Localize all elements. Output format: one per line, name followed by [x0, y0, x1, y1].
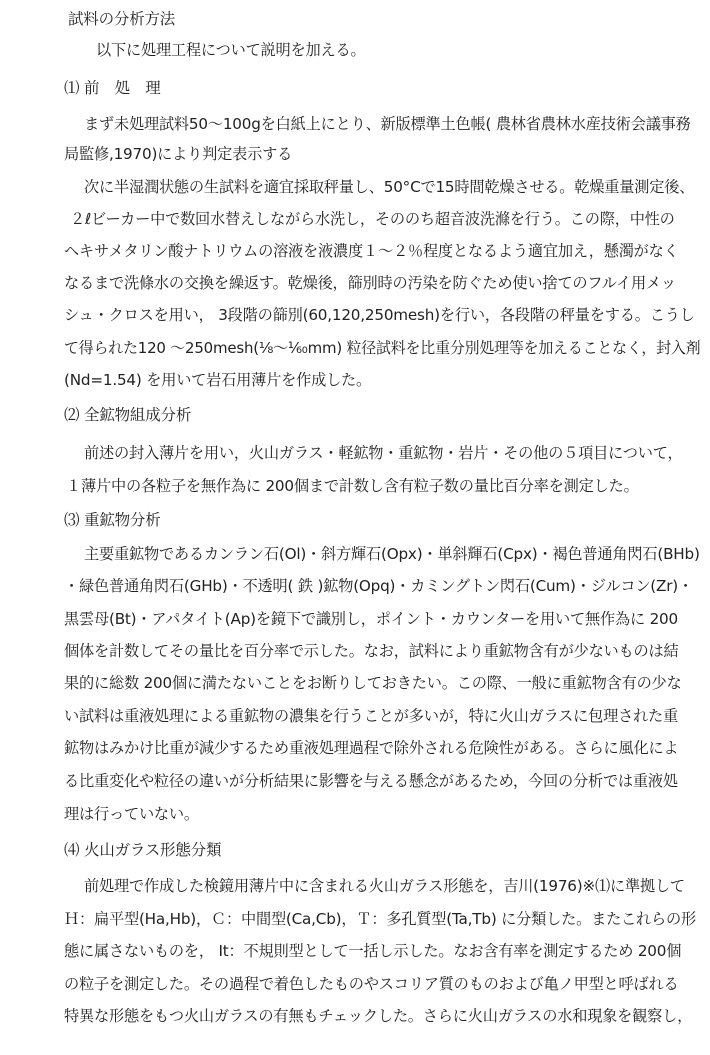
paragraph-line: て得られた120 〜250mesh(⅛〜¹⁄₆₀mm) 粒径試料を比重分別処理等を加えることなく，封入剤	[64, 339, 701, 357]
paragraph-line: 特異な形態をもつ火山ガラスの有無もチェックした。さらに火山ガラスの水和現象を観察し，	[64, 1007, 693, 1025]
paragraph-line: ２ℓビーカー中で数回水替えしながら水洗し，そののち超音波洗滌を行う。この際，中性の	[70, 210, 675, 228]
paragraph-line: の粒子を測定した。その過程で着色したものやスコリア質のものおよび亀ノ甲型と呼ばれる	[64, 975, 679, 993]
document-title: 試料の分析方法	[68, 10, 176, 28]
paragraph-line: 果的に総数 200個に満たないことをお断りしておきたい。この際、一般に重鉱物含有の少な	[64, 674, 682, 692]
paragraph-line: １薄片中の各粒子を無作為に 200個まで計数し含有粒子数の量比百分率を測定した。	[66, 477, 639, 495]
paragraph-line: い試料は重液処理による重鉱物の濃集を行うことが多いが，特に火山ガラスに包理された重	[64, 707, 679, 725]
paragraph-line: ・緑色普通角閃石(GHb)・不透明( 鉄 )鉱物(Opq)・カミングトン閃石(Cum)・ジルコン(Zr)・	[64, 577, 693, 595]
section-heading: ⑷ 火山ガラス形態分類	[64, 841, 222, 859]
paragraph-line: 局監修,1970)により判定表示する	[64, 145, 293, 163]
paragraph-line: 次に半湿潤状態の生試料を適宜採取秤量し、50°Cで15時間乾燥させる。乾燥重量測定後、	[84, 178, 695, 196]
paragraph-line: 個体を計数してその量比を百分率で示した。なお，試料により重鉱物含有が少ないものは結	[64, 642, 679, 660]
section-heading: ⑴ 前 処 理	[64, 79, 161, 97]
intro-line: 以下に処理工程について説明を加える。	[96, 41, 366, 59]
paragraph-line: なるまで洗條水の交換を繰返す。乾燥後，篩別時の汚染を防ぐため使い捨てのフルイ用メッ	[64, 274, 676, 292]
paragraph-line: 前述の封入薄片を用い，火山ガラス・軽鉱物・重鉱物・岩片・その他の５項目について，	[84, 444, 683, 462]
paragraph-line: Ｈ：扁平型(Ha,Hb)，Ｃ：中間型(Ca,Cb)，Ｔ：多孔質型(Ta,Tb) に分類した。またこれらの形	[64, 910, 697, 928]
paragraph-line: 態に属さないものを， It：不規則型として一括し示した。なお含有率を測定するため 200個	[64, 942, 682, 960]
paragraph-line: (Nd=1.54) を用いて岩石用薄片を作成した。	[64, 371, 372, 389]
paragraph-line: 前処理で作成した検鏡用薄片中に含まれる火山ガラス形態を，吉川(1976)※⑴に準拠して	[84, 877, 685, 895]
paragraph-line: まず未処理試料50〜100gを白紙上にとり、新版標準土色帳( 農林省農林水産技術会議事務	[84, 115, 691, 133]
paragraph-line: 理は行っていない。	[64, 805, 199, 823]
paragraph-line: 鉱物はみかけ比重が減少するため重液処理過程で除外される危険性がある。さらに風化によ	[64, 739, 679, 757]
paragraph-line: 黒雲母(Bt)・アパタイト(Ap)を鏡下で識別し，ポイント・カウンターを用いて無作為に 200	[64, 610, 678, 628]
paragraph-line: る比重変化や粒径の違いが分析結果に影響を与える懸念があるため，今回の分析では重液処	[64, 772, 678, 790]
section-heading: ⑶ 重鉱物分析	[64, 511, 161, 529]
section-heading: ⑵ 全鉱物組成分析	[64, 406, 192, 424]
paragraph-line: 主要重鉱物であるカンラン石(Ol)・斜方輝石(Opx)・単斜輝石(Cpx)・褐色普通角閃石(BHb)	[84, 545, 700, 563]
paragraph-line: ヘキサメタリン酸ナトリウムの溶液を液濃度１〜２％程度となるよう適宜加え，懸濁がなく	[64, 242, 679, 260]
paragraph-line: シュ・クロスを用い， 3段階の篩別(60,120,250mesh)を行い，各段階の秤量をする。こうし	[64, 306, 695, 324]
